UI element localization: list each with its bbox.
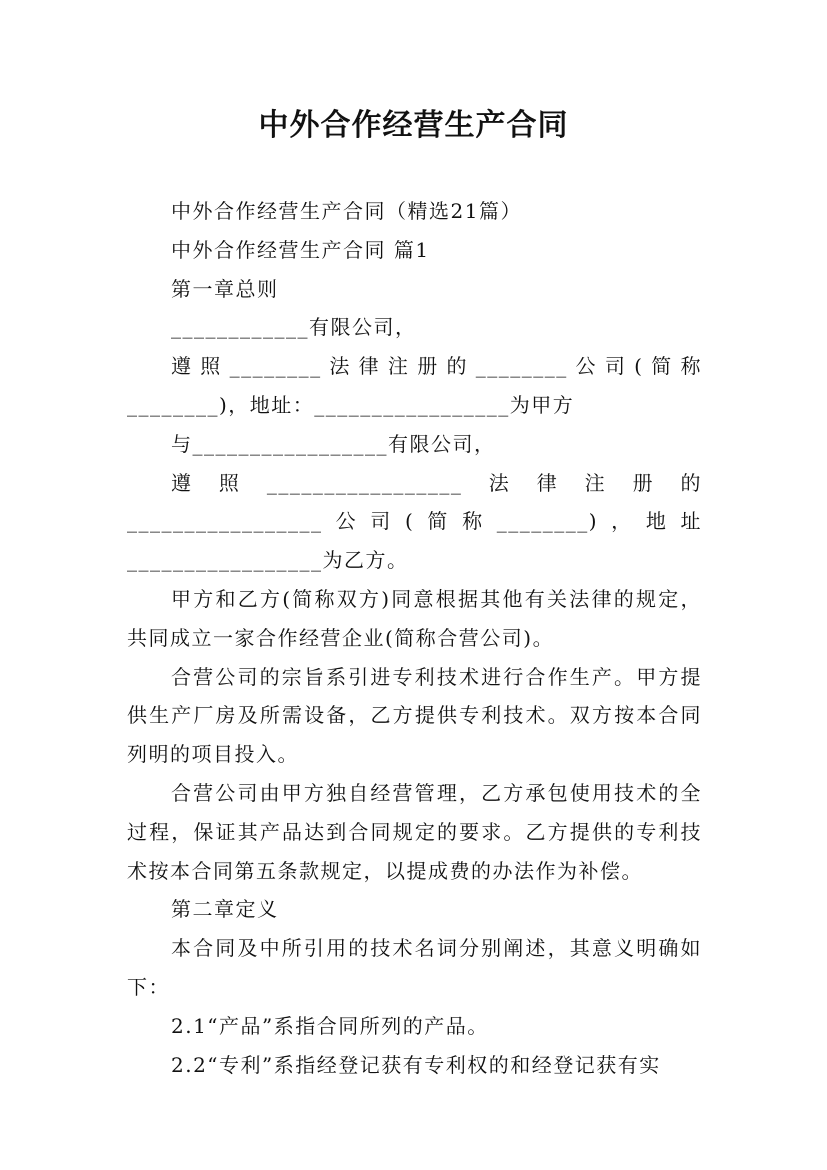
document-body	[127, 192, 702, 1084]
paragraph: 中外合作经营生产合同 篇1	[171, 237, 430, 262]
document-title: 中外合作经营生产合同	[258, 108, 569, 143]
paragraph: 合营公司由甲方独自经营管理，乙方承包使用技术的全过程，保证其产品达到合同规定的要求。乙方提供的专利技术按本合同第五条款规定，以提成费的办法作为补偿。	[127, 780, 702, 883]
paragraph: 遵照________法律注册的________公司(简称________)，地址：_________________为甲方	[127, 354, 702, 417]
paragraph: ____________有限公司，	[171, 315, 417, 340]
paragraph: 与_________________有限公司，	[171, 431, 496, 456]
paragraph: 遵照_________________法律注册的_________________公司(简称________)，地址_________________为乙方。	[127, 470, 702, 573]
chapter-heading: 第一章总则	[171, 276, 279, 301]
paragraph: 本合同及中所引用的技术名词分别阐述，其意义明确如下：	[127, 936, 702, 999]
paragraph: 合营公司的宗旨系引进专利技术进行合作生产。甲方提供生产厂房及所需设备，乙方提供专利技术。双方按本合同列明的项目投入。	[127, 664, 702, 767]
paragraph: 甲方和乙方(简称双方)同意根据其他有关法律的规定，共同成立一家合作经营企业(简称合营公司)。	[127, 586, 702, 650]
paragraph: 2.1“产品”系指合同所列的产品。	[171, 1013, 489, 1038]
paragraph: 中外合作经营生产合同（精选21篇）	[171, 199, 522, 223]
paragraph: 2.2“专利”系指经登记获有专利权的和经登记获有实	[171, 1052, 661, 1077]
chapter-heading: 第二章定义	[171, 897, 279, 922]
